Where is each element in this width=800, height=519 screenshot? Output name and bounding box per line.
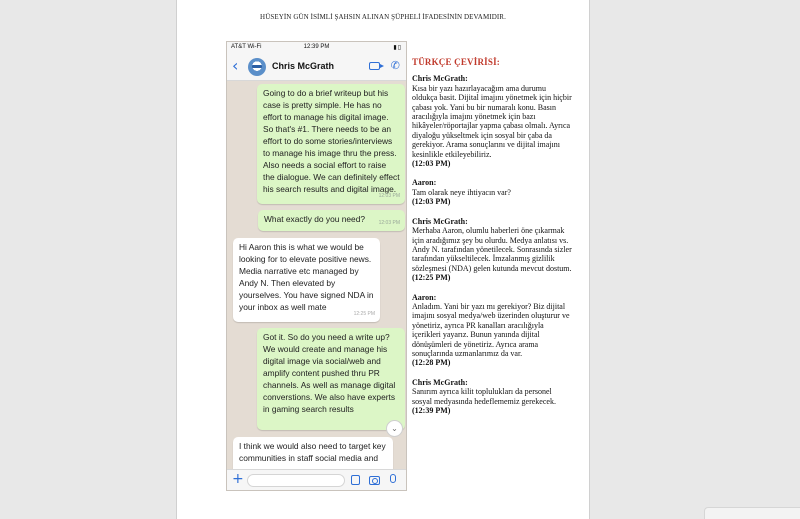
scroll-down-chevron-icon: ⌄	[386, 420, 403, 437]
message-bubble	[257, 328, 405, 430]
translation-text: Anladım. Yani bir yazı mı gerekiyor? Biz dijital imajını sosyal medya/web üzerinden oluşturur ve yönetiriz, ayrıca PR kanalları aracılığıyla içerikleri yayarız. Bunun yanında dijital dönüşümleri de yönetiriz. Ayrıca arama sonuçlarında uzmanlarımız da var.	[412, 301, 570, 358]
contact-name: Chris McGrath	[272, 61, 335, 71]
translation-title: TÜRKÇE ÇEVİRİSİ:	[412, 57, 500, 67]
microphone-icon	[390, 474, 396, 483]
camera-icon	[369, 476, 380, 485]
message-text: What exactly do you need?	[264, 214, 366, 224]
carrier-label: AT&T Wi-Fi	[231, 44, 262, 50]
battery-icon: ▮▯	[393, 45, 402, 51]
message-time: 12:03 PM	[378, 193, 400, 199]
message-time: 12:25 PM	[353, 311, 375, 317]
translation-text: Merhaba Aaron, olumlu haberleri öne çıkarmak için aradığımız şey bu olurdu. Medya anlatısı vs. Andy N. tarafından yönetilecek. Sonrasında sizler tarafından yükseltilecek. İmzalanmış gizlilik sözleşmesi (NDA) gelen kutunda mevcut dostum.	[412, 226, 572, 273]
video-call-icon	[369, 62, 380, 70]
translation-entry	[412, 378, 572, 416]
speaker-name: Aaron:	[412, 178, 437, 188]
translation-time: (12:25 PM)	[412, 273, 451, 283]
message-input-bar	[227, 469, 406, 490]
translation-text: Sanırım ayrıca kilit toplulukları da personel sosyal medyasında hedeflememiz gerekecek.	[412, 387, 556, 406]
translation-entry	[412, 74, 572, 168]
translation-time: (12:39 PM)	[412, 406, 451, 415]
message-text: I think we would also need to target key communities in staff social media and	[239, 441, 386, 463]
message-text: Going to do a brief writeup but his case is pretty simple. He has no effort to manage his digital image. So that's #1. There needs to be an effort to do some stories/interviews to manage his image thru the press. Also needs a social effort to raise the dialogue. We can definitely effect his search results and digital image.	[263, 88, 400, 194]
translation-entry	[412, 178, 572, 206]
translation-time: (12:28 PM)	[412, 358, 451, 368]
back-chevron-icon: ‹	[232, 56, 239, 75]
viewer-corner-widget[interactable]	[704, 507, 800, 519]
translation-time: (12:03 PM)	[412, 197, 451, 207]
sticker-icon	[351, 475, 360, 485]
message-time: 12:03 PM	[378, 220, 400, 226]
speaker-name: Chris McGrath:	[412, 74, 468, 84]
message-text: Hi Aaron this is what we would be looking for to elevate positive news. Media narrative etc managed by Andy N. Then elevated by yourselves. You have signed NDA in your inbox as well mate	[239, 242, 374, 312]
status-time: 12:39 PM	[303, 44, 330, 50]
message-input	[247, 474, 345, 487]
page-header: HÜSEYİN GÜN İSİMLİ ŞAHSIN ALINAN ŞÜPHELİ İFADESİNİN DEVAMIDIR.	[260, 13, 506, 21]
turkish-translation	[412, 58, 572, 425]
message-text: Got it. So do you need a write up? We would create and manage his digital image via social/web and amplify content pushed thru PR channels. As well as manage digital converstions. We also have experts in gaming search results	[263, 332, 396, 414]
speaker-name: Aaron:	[412, 292, 437, 302]
document-page	[176, 0, 590, 519]
status-bar	[227, 42, 406, 53]
phone-call-icon: ✆	[390, 59, 400, 72]
translation-entry	[412, 217, 572, 283]
translation-entry	[412, 293, 572, 368]
translation-text: Tam olarak neye ihtiyacın var?	[412, 187, 511, 197]
chat-header	[227, 53, 406, 81]
speaker-name: Chris McGrath:	[412, 216, 468, 226]
message-bubble	[257, 84, 405, 204]
translation-text: Kısa bir yazı hazırlayacağım ama durumu oldukça basit. Dijital imajını yönetmek için hiçbir çabası yok. Yani bu bir numaralı konu. Basın aracılığıyla imajını yönetmek için bazı hikâyeler/röportajlar yapma çabası olmalı. Ayrıca diyaloğu yükseltmek için sosyal bir çaba da gerekiyor. Arama sonuçlarını ve dijital imajını kesinlikle etkileyebiliriz.	[412, 83, 572, 159]
avatar	[248, 58, 266, 76]
plus-icon: +	[232, 471, 244, 487]
message-bubble	[233, 238, 380, 322]
speaker-name: Chris McGrath:	[412, 377, 468, 387]
whatsapp-screenshot	[226, 41, 407, 491]
translation-time: (12:03 PM)	[412, 159, 451, 169]
message-bubble	[258, 210, 405, 231]
